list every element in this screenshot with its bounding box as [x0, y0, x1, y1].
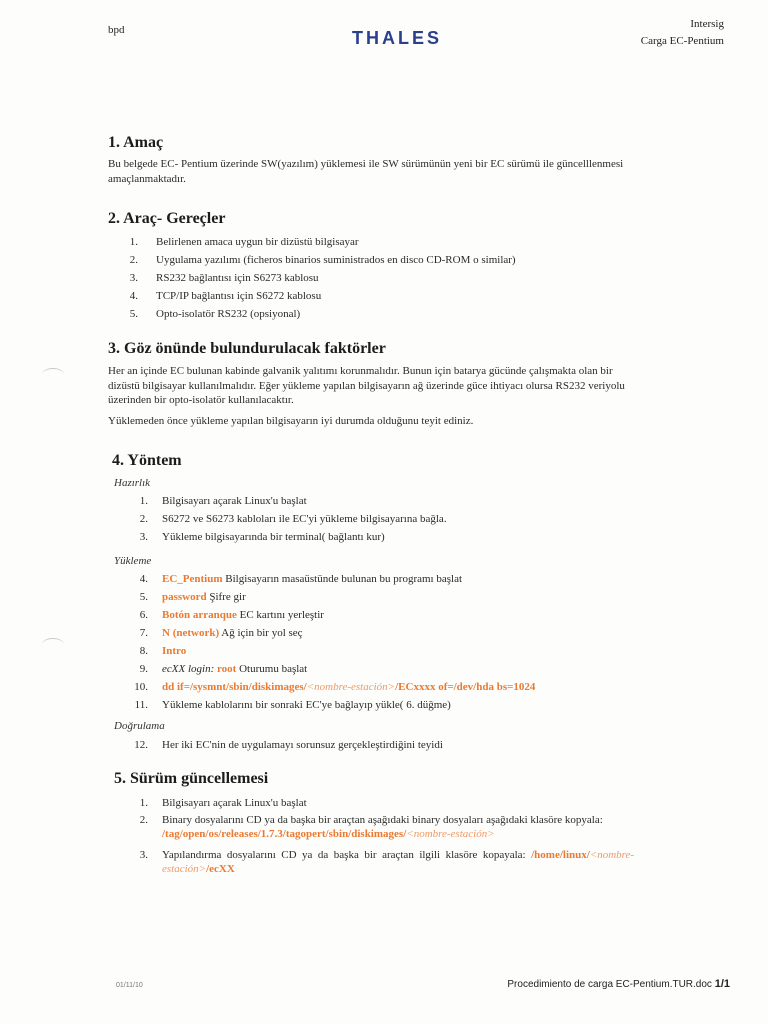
list-number: 3.: [139, 531, 148, 543]
header-document-title: Carga EC-Pentium: [640, 35, 724, 47]
list-text: [162, 608, 324, 623]
thales-logo: THALES: [352, 28, 442, 48]
list-number: 1.: [139, 797, 148, 809]
keyword: Botón arranque: [162, 609, 237, 621]
header-right: [641, 16, 724, 50]
list-text: [162, 848, 634, 863]
list-text: Belirlenen amaca uygun bir dizüstü bilgisayar: [156, 236, 359, 248]
list-text-continuation: [162, 862, 235, 877]
section-1-paragraph: [108, 157, 623, 186]
list-text: [162, 644, 186, 659]
list-number: 9.: [139, 663, 148, 675]
subheading-verification: Doğrulama: [114, 720, 165, 732]
variable: <nombre-: [589, 849, 635, 861]
list-number: 10.: [134, 681, 148, 693]
list-number: 1.: [129, 236, 138, 248]
step-text: Ağ için bir yol seç: [219, 627, 303, 639]
page-number: 1/1: [714, 978, 730, 990]
step-text: Şifre gir: [206, 591, 246, 603]
list-number: 2.: [139, 513, 148, 525]
keyword: root: [216, 663, 237, 675]
section-1-heading: 1. Amaç: [108, 134, 164, 151]
section-4-heading: 4. Yöntem: [112, 452, 182, 469]
keyword: password: [162, 591, 207, 603]
list-number: 2.: [139, 814, 148, 826]
list-number: 12.: [134, 739, 148, 751]
list-text: [162, 662, 307, 677]
section-3-heading: 3. Göz önünde bulundurulacak faktörler: [108, 340, 386, 357]
section-2-heading: 2. Araç- Gereçler: [108, 210, 226, 227]
list-text: [162, 572, 462, 587]
section-5-heading: 5. Sürüm güncellemesi: [114, 770, 269, 787]
update-list: [118, 796, 738, 886]
list-text: Yükleme kablolarını bir sonraki EC'ye bağlayıp yükle( 6. düğme): [162, 699, 451, 711]
list-text: Her iki EC'nin de uygulamayı sorunsuz gerçekleştirdiğini teyidi: [162, 739, 443, 751]
paragraph-line: üzerinden bir opto-isolatör kullanılacaktır.: [108, 394, 294, 406]
list-text: [162, 590, 246, 605]
list-number: 1.: [139, 495, 148, 507]
list-number: 5.: [129, 308, 138, 320]
list-text: Opto-isolatör RS232 (opsiyonal): [156, 308, 301, 320]
tools-list: [108, 235, 748, 325]
punch-hole-mark: [42, 368, 64, 381]
command: dd if=/sysmnt/sbin/diskimages/: [162, 681, 307, 693]
paragraph-line: Bu belgede EC- Pentium üzerinde SW(yazılım) yüklemesi ile SW sürümünün yeni bir EC sürümü ile güncelllenmesi: [108, 158, 624, 170]
list-text: Bilgisayarı açarak Linux'u başlat: [162, 495, 307, 507]
step-text: EC kartını yerleştir: [236, 609, 324, 621]
keyword: Intro: [162, 645, 187, 657]
list-number: 4.: [139, 573, 148, 585]
loading-list: [118, 572, 738, 712]
list-number: 5.: [139, 591, 148, 603]
subheading-preparation: Hazırlık: [114, 477, 151, 489]
list-text: [162, 680, 535, 695]
punch-hole-mark: [42, 638, 64, 651]
keyword: N (network): [162, 627, 220, 639]
path: /tag/open/os/releases/1.7.3/tagopert/sbin/diskimages/: [162, 828, 407, 840]
keyword: EC_Pentium: [162, 573, 223, 585]
paragraph-line: dizüstü bilgisayar kullanılmalıdır. Eğer yükleme yapılan bilgisayarın ağ üzerinde güce ihtiyacı olursa RS232 veriyolu: [108, 379, 625, 392]
list-text: Uygulama yazılımı (ficheros binarios suministrados en disco CD-ROM o similar): [156, 254, 516, 266]
list-text: Yükleme bilgisayarında bir terminal( bağlantı kur): [162, 531, 385, 543]
list-text: Bilgisayarı açarak Linux'u başlat: [162, 797, 307, 809]
verification-list: [118, 738, 738, 754]
paragraph-line: Her an içinde EC bulunan kabinde galvanik yalıtımı korunmalıdır. Bunun için batarya gücünde çalışmakta olan bir: [108, 365, 613, 377]
step-text: Yapılandırma dosyalarını CD ya da başka bir araçtan ilgili klasöre kopayala:: [162, 849, 526, 861]
section-3-paragraph-2: Yüklemeden önce yükleme yapılan bilgisayarın iyi durumda olduğunu teyit ediniz.: [108, 415, 474, 427]
list-text: [162, 626, 303, 641]
path: /home/linux/: [531, 849, 590, 861]
list-number: 3.: [129, 272, 138, 284]
list-number: 3.: [139, 849, 148, 861]
header-left-text: bpd: [108, 24, 125, 36]
variable: <nombre-estación>: [306, 681, 396, 693]
footer-document: [507, 978, 730, 990]
list-number: 7.: [139, 627, 148, 639]
subheading-loading: Yükleme: [114, 555, 152, 567]
variable: estación>: [162, 863, 207, 875]
path: /ecXX: [206, 863, 235, 875]
preparation-list: [118, 494, 738, 544]
step-text: Bilgisayarın masaüstünde bulunan bu programı başlat: [222, 573, 463, 585]
section-3-paragraph: [108, 364, 625, 408]
list-text: RS232 bağlantısı için S6273 kablosu: [156, 272, 319, 284]
footer-date: 01/11/10: [116, 982, 143, 989]
paragraph-line: amaçlanmaktadır.: [108, 172, 186, 185]
list-text-continuation: [162, 827, 495, 842]
step-text: Oturumu başlat: [236, 663, 308, 675]
header-project: Intersig: [690, 18, 724, 30]
variable: <nombre-estación>: [406, 828, 495, 840]
list-number: 6.: [139, 609, 148, 621]
login-prompt: ecXX login:: [162, 663, 217, 675]
list-text: TCP/IP bağlantısı için S6272 kablosu: [156, 290, 322, 302]
list-number: 11.: [134, 699, 148, 711]
footer-doc-name: Procedimiento de carga EC-Pentium.TUR.doc: [507, 979, 715, 990]
command: /ECxxxx of=/dev/hda bs=1024: [395, 681, 536, 693]
list-number: 2.: [129, 254, 138, 266]
list-text: S6272 ve S6273 kabloları ile EC'yi yükleme bilgisayarına bağla.: [162, 513, 447, 525]
list-number: 4.: [129, 290, 138, 302]
list-number: 8.: [139, 645, 148, 657]
list-text: Binary dosyalarını CD ya da başka bir araçtan aşağıdaki binary dosyaları aşağıdaki klasöre kopyala:: [162, 814, 603, 826]
